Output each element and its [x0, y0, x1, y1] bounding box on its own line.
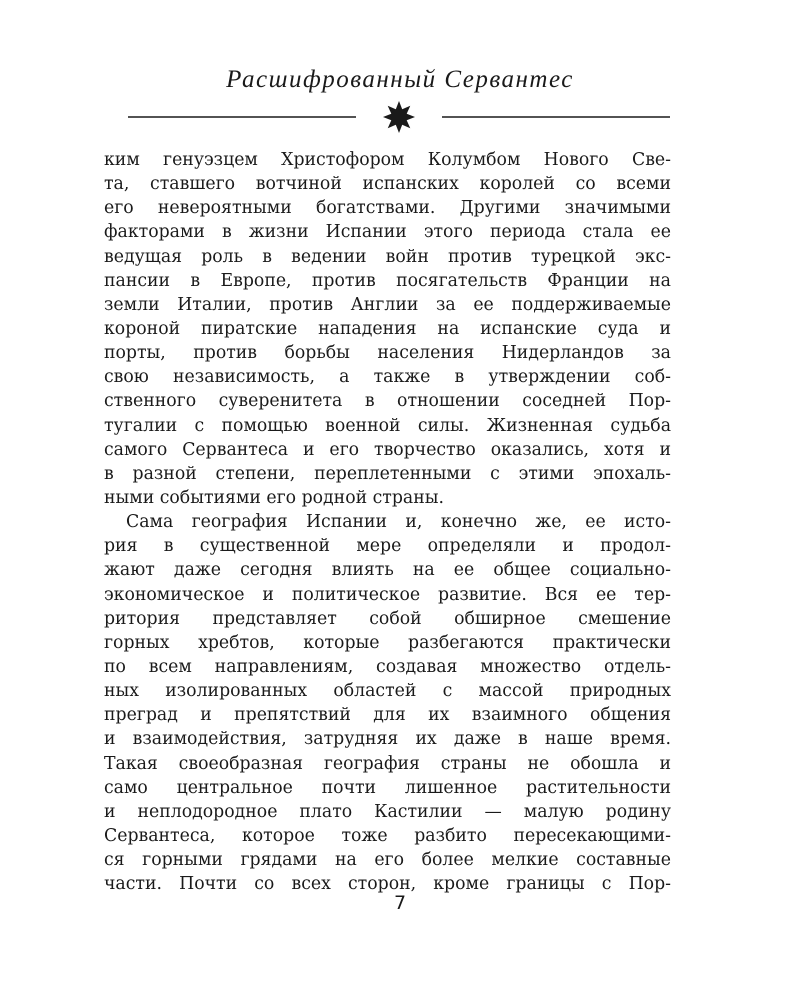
text-line: преград и препятствий для их взаимного общения: [104, 705, 671, 726]
text-line: ритория представляет собой обширное смешение: [104, 608, 671, 629]
ornament-divider: [128, 101, 670, 133]
text-line: и взаимодействия, затрудняя их даже в наше время.: [104, 729, 671, 750]
text-line: части. Почти со всех сторон, кроме границы с Пор-: [104, 874, 671, 895]
text-line: тугалии с помощью военной силы. Жизненная судьба: [104, 415, 671, 436]
text-line: рия в существенной мере определяли и продол-: [104, 536, 671, 557]
text-line: ведущая роль в ведении войн против турецкой экс-: [104, 246, 671, 267]
text-line: факторами в жизни Испании этого периода стала ее: [104, 222, 671, 243]
eight-point-star-icon: [383, 101, 415, 133]
text-line: свою независимость, а также в утверждении соб-: [104, 367, 671, 388]
text-line: пансии в Европе, против посягательств Франции на: [104, 270, 671, 291]
paragraph: [104, 510, 671, 896]
text-line: по всем направлениям, создавая множество отдель-: [104, 656, 671, 677]
paragraph: [104, 148, 671, 510]
text-line: ственного суверенитета в отношении соседней Пор-: [104, 391, 671, 412]
text-line: ными событиями его родной страны.: [104, 487, 444, 508]
text-line: порты, против борьбы населения Нидерландов за: [104, 343, 671, 364]
text-line: его невероятными богатствами. Другими значимыми: [104, 198, 671, 219]
text-line: ким генуэзцем Христофором Колумбом Нового Све-: [104, 150, 671, 170]
text-line: жают даже сегодня влиять на ее общее социально-: [104, 560, 671, 581]
text-line: самого Сервантеса и его творчество оказались, хотя и: [104, 439, 671, 460]
text-line: Такая своеобразная география страны не обошла и: [104, 753, 671, 774]
body-text: [104, 148, 671, 896]
text-line: короной пиратские нападения на испанские суда и: [104, 318, 671, 339]
text-line: и неплодородное плато Кастилии — малую родину: [104, 801, 671, 822]
text-line: Сервантеса, которое тоже разбито пересекающими-: [104, 825, 671, 846]
text-line: та, ставшего вотчиной испанских королей со всеми: [104, 174, 671, 195]
text-line: экономическое и политическое развитие. Вся ее тер-: [104, 584, 671, 605]
text-line: само центральное почти лишенное растительности: [104, 777, 671, 798]
text-line: земли Италии, против Англии за ее поддерживаемые: [104, 294, 671, 315]
page-number: 7: [393, 892, 407, 914]
running-head: Расшифрованный Сервантес: [226, 66, 574, 93]
text-line: ся горными грядами на его более мелкие составные: [104, 850, 671, 871]
text-line: Сама география Испании и, конечно же, ее исто-: [126, 512, 671, 533]
text-line: ных изолированных областей с массой природных: [104, 681, 671, 702]
text-line: горных хребтов, которые разбегаются практически: [104, 632, 671, 653]
text-line: в разной степени, переплетенными с этими эпохаль-: [104, 463, 671, 484]
